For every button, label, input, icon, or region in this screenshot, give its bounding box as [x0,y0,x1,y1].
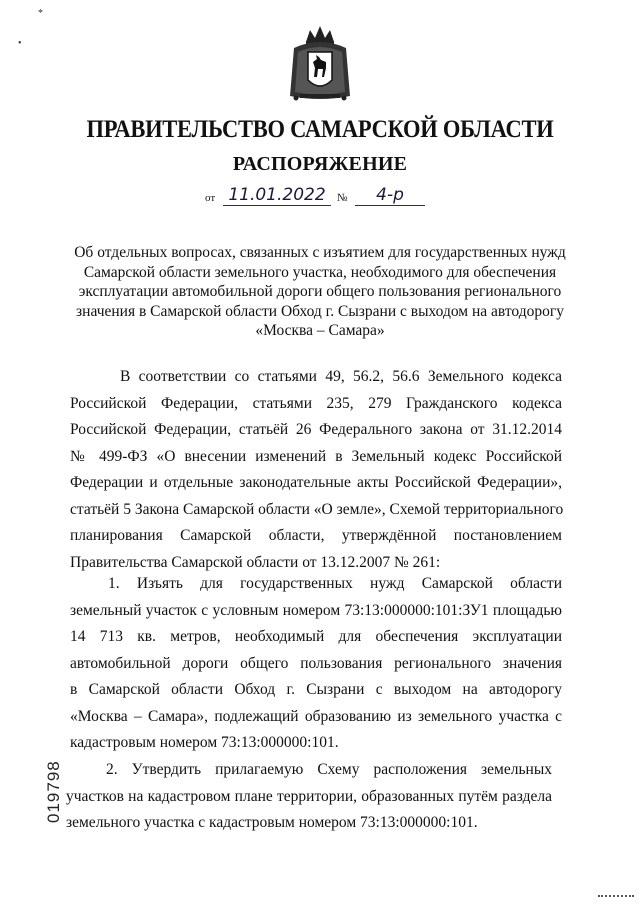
date-number-line [205,186,445,210]
paragraph-line: земельного участка с кадастровым номером 73:13:000000:101. [66,814,478,831]
paragraph-line: участков на кадастровом плане территории, образованных путём раздела [66,787,552,805]
paragraph-line: в Самарской области Обход г. Сызрани с выходом на автодорогу [70,681,562,698]
paragraph-line: планирования Самарской области, утверждённой постановлением [70,527,562,544]
subject-line: эксплуатации автомобильной дороги общего пользования регионального [78,283,562,300]
number-value: 4-р [355,185,425,206]
subject-line: Самарской области земельного участка, необходимого для обеспечения [83,263,557,281]
intro-paragraph [70,364,562,576]
paragraph-line: № 499-ФЗ «О внесении изменений в Земельный кодекс Российской [70,447,562,465]
samara-coat-of-arms-icon [286,22,354,104]
paragraph-line: кадастровым номером 73:13:000000:101. [70,734,339,751]
date-label: от [205,192,216,204]
paragraph-line: «Москва – Самара», подлежащий образованию из земельного участка с [70,707,562,725]
number-label: № [337,192,348,204]
document-type: РАСПОРЯЖЕНИЕ [232,153,408,175]
paragraph-line: 14 713 кв. метров, необходимый для обеспечения эксплуатации [70,628,562,645]
registration-number: 019798 [44,760,63,823]
scan-edge-mark [598,895,634,899]
paragraph-line: Российской Федерации, статьёй 26 Федерального закона от 31.12.2014 [70,421,562,438]
date-value: 11.01.2022 [223,185,331,206]
paragraph-line: Российской Федерации, статьями 235, 279 Гражданского кодекса [70,394,562,412]
scan-mark: • [18,38,22,49]
paragraph-line: статьёй 5 Закона Самарской области «О земле», Схемой территориального [70,500,564,518]
subject-line: «Москва – Самара» [255,322,385,339]
document-subject [60,243,580,341]
paragraph-line: автомобильной дороги общего пользования регионального значения [70,654,562,672]
paragraph-line: 2. Утвердить прилагаемую Схему расположения земельных [106,761,552,778]
paragraph-line: 1. Изъять для государственных нужд Самарской области [108,575,562,592]
paragraph-line: В соответствии со статьями 49, 56.2, 56.6 Земельного кодекса [120,368,562,385]
organization-title: ПРАВИТЕЛЬСТВО САМАРСКОЙ ОБЛАСТИ [86,116,554,143]
clause-2 [66,757,552,837]
paragraph-line: Правительства Самарской области от 13.12.2007 № 261: [70,553,441,571]
subject-line: Об отдельных вопросах, связанных с изъятием для государственных нужд [74,244,566,261]
subject-line: значения в Самарской области Обход г. Сызрани с выходом на автодорогу [76,302,564,320]
paragraph-line: земельный участок с условным номером 73:13:000000:101:ЗУ1 площадью [70,601,562,619]
paragraph-line: Федерации и отдельные законодательные акты Российской Федерации», [70,474,562,491]
clause-1 [70,571,562,757]
scan-mark: * [38,8,43,19]
